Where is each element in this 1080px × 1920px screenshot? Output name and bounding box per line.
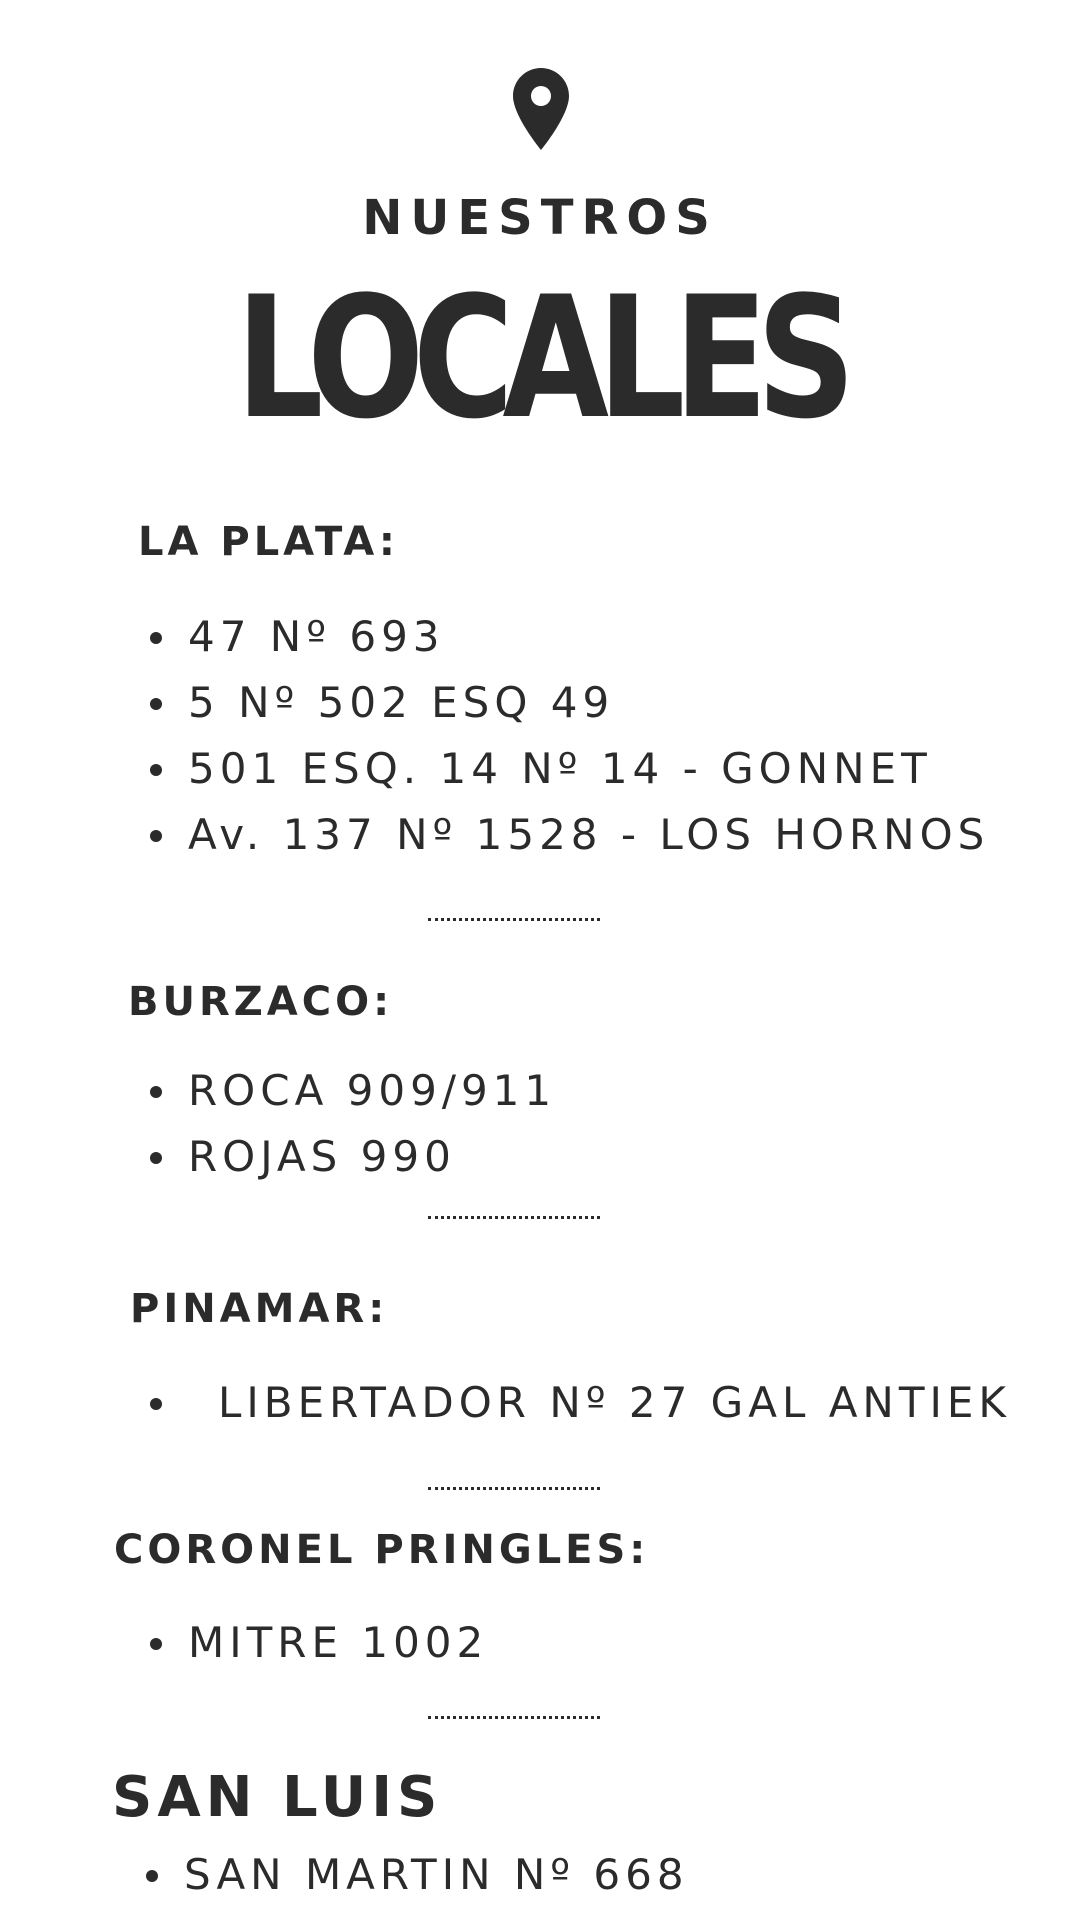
- dotted-divider: [428, 1487, 600, 1490]
- address-text: LIBERTADOR Nº 27 GAL ANTIEK: [218, 1378, 1011, 1427]
- section-heading-la-plata: LA PLATA:: [138, 519, 399, 565]
- bullet-icon: [146, 1870, 158, 1882]
- bullet-icon: [150, 764, 162, 776]
- bullet-icon: [150, 830, 162, 842]
- address-list-san-luis: [146, 1842, 689, 1908]
- list-item: [150, 736, 989, 802]
- address-text: Av. 137 Nº 1528 - LOS HORNOS: [188, 810, 990, 859]
- bullet-icon: [150, 1638, 162, 1650]
- address-text: ROJAS 990: [188, 1132, 456, 1181]
- bullet-icon: [150, 1398, 162, 1410]
- bullet-icon: [150, 632, 162, 644]
- page-title: LOCALES: [235, 260, 845, 456]
- address-text: ROCA 909/911: [188, 1066, 557, 1115]
- address-list-pinamar: [150, 1370, 1011, 1436]
- list-item: [150, 670, 989, 736]
- address-text: 501 ESQ. 14 Nº 14 - GONNET: [188, 744, 932, 793]
- list-item: [150, 1370, 1011, 1436]
- bullet-icon: [150, 698, 162, 710]
- address-text: MITRE 1002: [188, 1618, 489, 1667]
- section-heading-san-luis: SAN LUIS: [112, 1765, 443, 1830]
- address-list-coronel-pringles: [150, 1610, 488, 1676]
- list-item: [150, 802, 989, 868]
- dotted-divider: [428, 1716, 600, 1719]
- address-list-la-plata: [150, 604, 989, 868]
- list-item: [150, 1610, 488, 1676]
- list-item: [150, 1058, 556, 1124]
- page-kicker: NUESTROS: [362, 190, 718, 246]
- dotted-divider: [428, 1216, 600, 1219]
- section-heading-coronel-pringles: CORONEL PRINGLES:: [114, 1527, 650, 1573]
- bullet-icon: [150, 1086, 162, 1098]
- list-item: [150, 604, 989, 670]
- dotted-divider: [428, 918, 600, 921]
- map-pin-icon: [513, 68, 569, 150]
- section-heading-burzaco: BURZACO:: [128, 979, 394, 1025]
- address-text: 5 Nº 502 ESQ 49: [188, 678, 615, 727]
- list-item: [150, 1124, 556, 1190]
- address-text: 47 Nº 693: [188, 612, 445, 661]
- address-list-burzaco: [150, 1058, 556, 1190]
- address-text: SAN MARTIN Nº 668: [184, 1850, 689, 1899]
- list-item: [146, 1842, 689, 1908]
- section-heading-pinamar: PINAMAR:: [130, 1286, 389, 1332]
- bullet-icon: [150, 1152, 162, 1164]
